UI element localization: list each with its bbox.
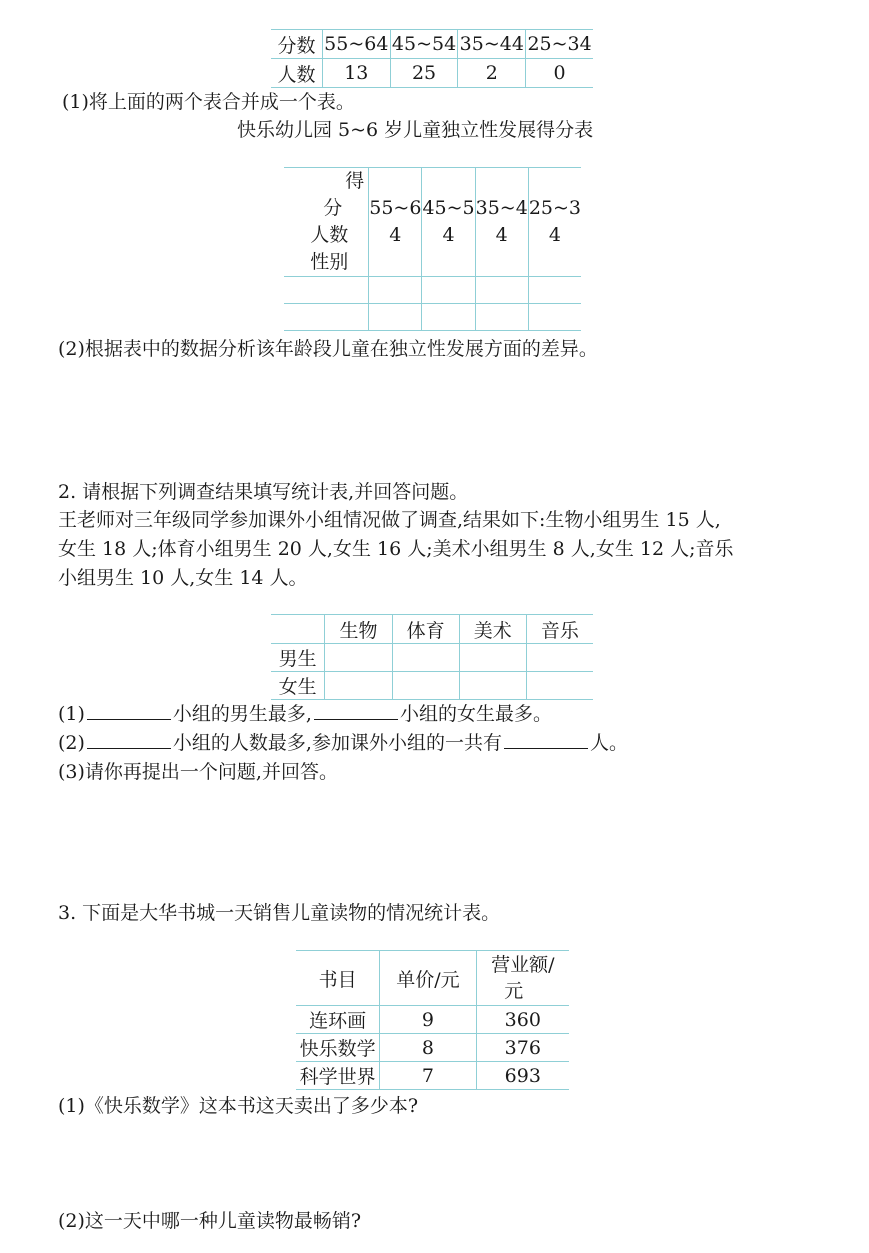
fill-cell[interactable] <box>459 644 526 672</box>
q2-title: 2. 请根据下列调查结果填写统计表,并回答问题。 <box>58 481 469 503</box>
header-line: 人数 <box>310 224 349 246</box>
book-sales-table <box>296 950 569 1090</box>
unit-price: 8 <box>380 1034 476 1062</box>
range-cell: 55~64 <box>322 30 390 59</box>
fill-cell[interactable] <box>325 644 392 672</box>
header-line: 分 <box>323 197 343 219</box>
range-line: 4 <box>389 224 402 246</box>
interest-group-table <box>271 614 593 700</box>
fill-cell[interactable] <box>459 672 526 700</box>
row-label-score: 分数 <box>271 30 322 59</box>
range-header-cell <box>369 168 422 277</box>
score-table-top <box>271 29 593 88</box>
count-cell: 13 <box>322 59 390 88</box>
empty-cell[interactable] <box>475 277 528 304</box>
table2-title: 快乐幼儿园 5~6 岁儿童独立性发展得分表 <box>237 119 594 141</box>
range-line: 25~3 <box>528 197 581 219</box>
merged-header-cell <box>284 168 369 277</box>
count-cell: 0 <box>526 59 593 88</box>
range-line: 4 <box>442 224 455 246</box>
q1-part1: (1)将上面的两个表合并成一个表。 <box>62 91 355 113</box>
row-header: 男生 <box>271 644 325 672</box>
header-line: 营业额/ <box>491 954 555 976</box>
answer-blank[interactable] <box>87 730 171 749</box>
q3-title: 3. 下面是大华书城一天销售儿童读物的情况统计表。 <box>58 902 501 924</box>
range-line: 55~6 <box>369 197 422 219</box>
count-cell: 25 <box>390 59 458 88</box>
q2-body-line: 王老师对三年级同学参加课外小组情况做了调查,结果如下:生物小组男生 15 人, <box>58 509 721 531</box>
sub-text: 小组的女生最多。 <box>399 703 552 725</box>
empty-cell[interactable] <box>284 304 369 331</box>
range-cell: 45~54 <box>390 30 458 59</box>
q1-part2: (2)根据表中的数据分析该年龄段儿童在独立性发展方面的差异。 <box>58 338 598 360</box>
fill-cell[interactable] <box>392 644 459 672</box>
q3-sub1: (1)《快乐数学》这本书这天卖出了多少本? <box>58 1095 419 1117</box>
range-header-cell <box>528 168 581 277</box>
fill-cell[interactable] <box>325 672 392 700</box>
row-header: 女生 <box>271 672 325 700</box>
column-header: 体育 <box>392 615 459 644</box>
unit-price: 9 <box>380 1006 476 1034</box>
empty-cell[interactable] <box>475 304 528 331</box>
range-cell: 35~44 <box>458 30 526 59</box>
range-header-cell <box>422 168 475 277</box>
book-name: 快乐数学 <box>296 1034 380 1062</box>
header-line: 元 <box>504 980 524 1002</box>
answer-blank[interactable] <box>87 701 171 720</box>
range-header-cell <box>475 168 528 277</box>
answer-blank[interactable] <box>314 701 398 720</box>
range-line: 4 <box>495 224 508 246</box>
empty-cell[interactable] <box>369 304 422 331</box>
q2-sub2 <box>58 730 628 757</box>
q2-sub3: (3)请你再提出一个问题,并回答。 <box>58 761 338 783</box>
empty-cell[interactable] <box>422 304 475 331</box>
sub-prefix: (1) <box>58 703 85 725</box>
column-header: 单价/元 <box>380 951 476 1006</box>
sub-text: 小组的人数最多,参加课外小组的一共有 <box>172 732 502 754</box>
range-cell: 25~34 <box>526 30 593 59</box>
revenue: 360 <box>476 1006 569 1034</box>
column-header: 书目 <box>296 951 380 1006</box>
range-line: 4 <box>548 224 561 246</box>
q2-sub1 <box>58 701 552 728</box>
column-header: 生物 <box>325 615 392 644</box>
empty-cell[interactable] <box>369 277 422 304</box>
sub-text: 小组的男生最多, <box>172 703 312 725</box>
empty-cell[interactable] <box>528 304 581 331</box>
sub-prefix: (2) <box>58 732 85 754</box>
merged-score-table <box>284 167 581 331</box>
header-line: 得 <box>345 170 365 192</box>
column-header-revenue <box>476 951 569 1006</box>
unit-price: 7 <box>380 1062 476 1090</box>
count-cell: 2 <box>458 59 526 88</box>
corner-cell <box>271 615 325 644</box>
header-line: 性别 <box>310 251 349 273</box>
empty-cell[interactable] <box>284 277 369 304</box>
fill-cell[interactable] <box>392 672 459 700</box>
book-name: 科学世界 <box>296 1062 380 1090</box>
row-label-count: 人数 <box>271 59 322 88</box>
revenue: 693 <box>476 1062 569 1090</box>
q3-sub2: (2)这一天中哪一种儿童读物最畅销? <box>58 1210 362 1232</box>
range-line: 45~5 <box>422 197 475 219</box>
book-name: 连环画 <box>296 1006 380 1034</box>
answer-blank[interactable] <box>504 730 588 749</box>
empty-cell[interactable] <box>422 277 475 304</box>
revenue: 376 <box>476 1034 569 1062</box>
fill-cell[interactable] <box>526 672 593 700</box>
column-header: 美术 <box>459 615 526 644</box>
q2-body-line: 女生 18 人;体育小组男生 20 人,女生 16 人;美术小组男生 8 人,女生 12 人;音乐 <box>58 538 734 560</box>
range-line: 35~4 <box>475 197 528 219</box>
sub-text: 人。 <box>589 732 628 754</box>
q2-body-line: 小组男生 10 人,女生 14 人。 <box>58 567 308 589</box>
column-header: 音乐 <box>526 615 593 644</box>
fill-cell[interactable] <box>526 644 593 672</box>
empty-cell[interactable] <box>528 277 581 304</box>
